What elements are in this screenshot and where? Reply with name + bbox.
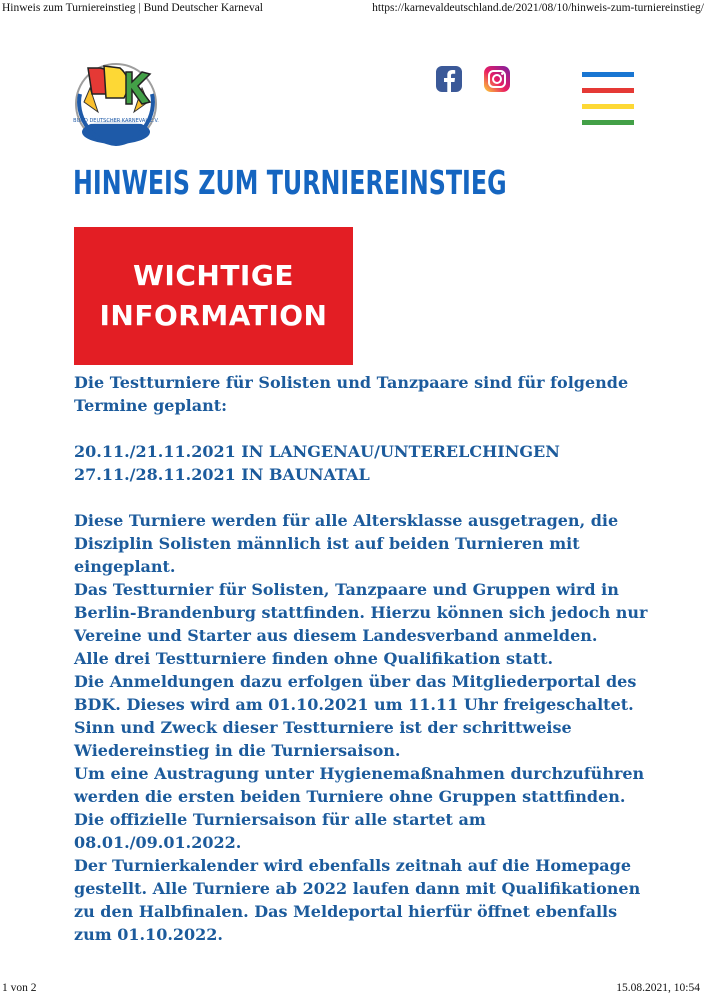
body-line: zum 01.10.2022. <box>74 925 223 944</box>
body-line: eingeplant. <box>74 557 176 576</box>
bdk-logo[interactable] <box>70 54 162 150</box>
body-line: Der Turnierkalender wird ebenfalls zeitnah auf die Homepage <box>74 856 632 875</box>
intro-line: Termine geplant: <box>74 396 227 415</box>
body-line: zu den Halbfinalen. Das Meldeportal hierfür öffnet ebenfalls <box>74 902 618 921</box>
page-title: HINWEIS ZUM TURNIEREINSTIEG <box>73 163 507 202</box>
facebook-icon <box>436 66 462 92</box>
print-page-title: Hinweis zum Turniereinstieg | Bund Deutscher Karneval <box>2 2 264 14</box>
body-line: Wiedereinstieg in die Turniersaison. <box>74 741 401 760</box>
body-line: Berlin-Brandenburg stattfinden. Hierzu können sich jedoch nur <box>74 603 648 622</box>
menu-bar-red <box>582 88 634 93</box>
instagram-icon <box>484 66 510 92</box>
logo-ring-text: BUND DEUTSCHER KARNEVAL E.V. <box>73 118 159 124</box>
article-body <box>74 371 654 946</box>
body-line: Disziplin Solisten männlich ist auf beiden Turnieren mit <box>74 534 580 553</box>
body-line: Sinn und Zweck dieser Testturniere ist der schrittweise <box>74 718 572 737</box>
menu-bar-green <box>582 120 634 125</box>
menu-button[interactable] <box>582 72 634 126</box>
body-line: Das Testturnier für Solisten, Tanzpaare und Gruppen wird in <box>74 580 619 599</box>
banner-line-2: INFORMATION <box>99 299 328 332</box>
print-page-number: 1 von 2 <box>2 982 37 994</box>
menu-bar-yellow <box>582 104 634 109</box>
body-line: Die Anmeldungen dazu erfolgen über das Mitgliederportal des <box>74 672 637 691</box>
body-line: BDK. Dieses wird am 01.10.2021 um 11.11 Uhr freigeschaltet. <box>74 695 634 714</box>
date-line: 20.11./21.11.2021 IN LANGENAU/UNTERELCHINGEN <box>74 442 560 461</box>
body-line: Um eine Austragung unter Hygienemaßnahmen durchzuführen <box>74 764 645 783</box>
instagram-link[interactable] <box>484 66 510 92</box>
print-datetime: 15.08.2021, 10:54 <box>616 982 700 994</box>
intro-line: Die Testturniere für Solisten und Tanzpaare sind für folgende <box>74 373 629 392</box>
body-line: Vereine und Starter aus diesem Landesverband anmelden. <box>74 626 598 645</box>
body-line: Alle drei Testturniere finden ohne Qualifikation statt. <box>74 649 554 668</box>
important-information-banner <box>74 227 353 365</box>
date-line: 27.11./28.11.2021 IN BAUNATAL <box>74 465 370 484</box>
print-page-url: https://karnevaldeutschland.de/2021/08/10/hinweis-zum-turniereinstieg/ <box>372 2 704 14</box>
facebook-link[interactable] <box>436 66 462 92</box>
body-line: werden die ersten beiden Turniere ohne Gruppen stattfinden. <box>74 787 626 806</box>
body-line: gestellt. Alle Turniere ab 2022 laufen dann mit Qualifikationen <box>74 879 641 898</box>
menu-bar-blue <box>582 72 634 77</box>
body-line: Die offizielle Turniersaison für alle startet am 08.01./09.01.2022. <box>74 810 486 852</box>
banner-line-1: WICHTIGE <box>133 259 294 292</box>
print-footer <box>2 982 700 996</box>
bdk-logo-graphic <box>70 54 162 150</box>
print-header <box>2 2 704 16</box>
body-line: Diese Turniere werden für alle Altersklasse ausgetragen, die <box>74 511 619 530</box>
